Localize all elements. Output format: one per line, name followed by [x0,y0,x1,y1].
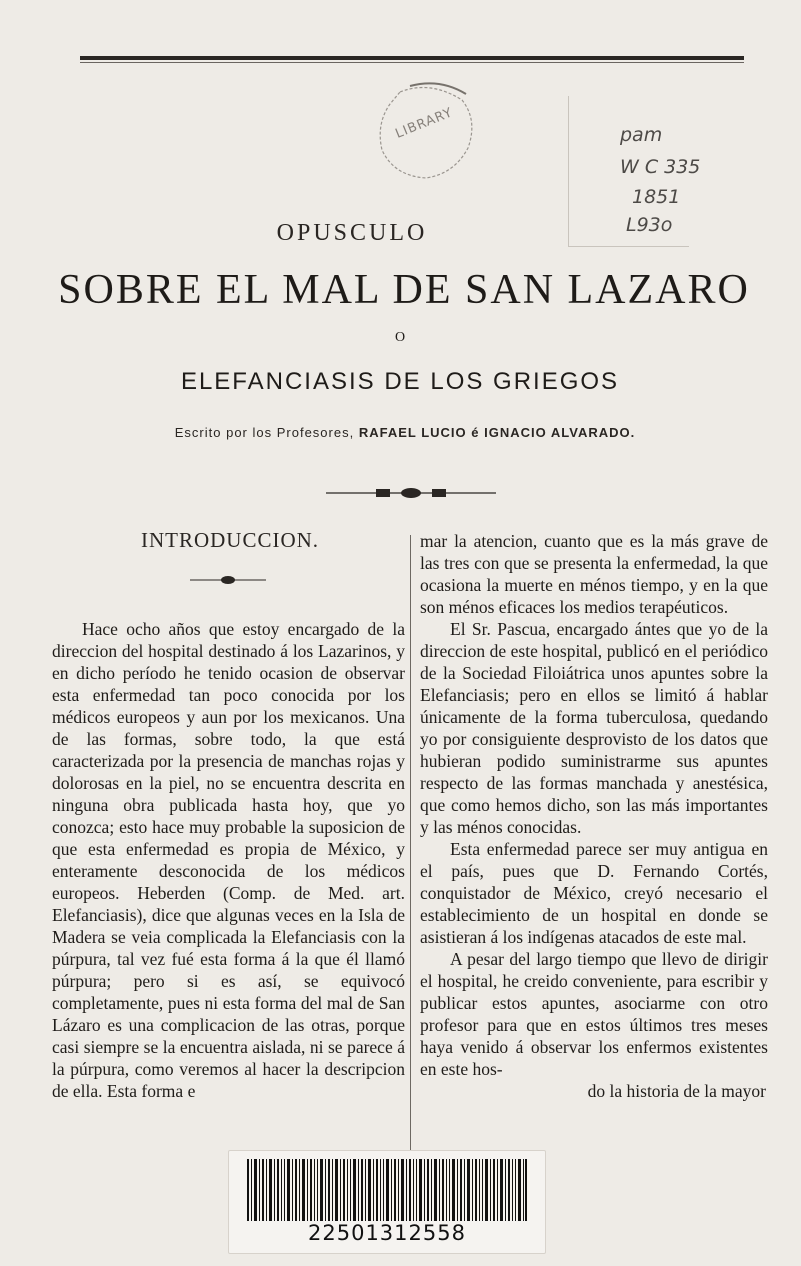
call-number-line-4: L93o [626,214,673,236]
top-rule-thin [80,62,744,63]
author-2: IGNACIO ALVARADO. [484,425,636,440]
barcode-label [228,1150,546,1254]
title-conjunction: O [394,330,406,345]
right-last-line: do la historia de la mayor [587,1081,766,1101]
barcode-number: 22501312558 [308,1221,466,1245]
right-column [420,530,768,1102]
subtitle: ELEFANCIASIS DE LOS GRIEGOS [180,368,620,395]
section-ornament-icon [190,574,266,586]
right-paragraph-4: A pesar del largo tiempo que llevo de dirigir el hospital, he creido conveniente, para escribir y publicar estos apuntes, asociarme con otro profesor para que en estos últimos tres meses haya venido á observar los enfermos existentes en este hos- [420,949,768,1079]
opusculo-heading: OPUSCULO [276,220,428,246]
authors-prefix: Escrito por los Profesores, [174,425,355,440]
main-title: SOBRE EL MAL DE SAN LAZARO [58,267,750,313]
call-number-line-2: W C 335 [620,156,701,178]
call-number-line-3: 1851 [632,186,681,208]
library-stamp [370,78,482,186]
author-conjunction: é [471,425,480,440]
barcode-icon [247,1159,527,1221]
stamp-seal-icon [370,78,482,186]
stamp-text: LIBRARY [393,105,456,142]
column-divider [410,535,411,1165]
intro-paragraph: Hace ocho años que estoy encargado de la direccion del hospital destinado á los Lazarinos, y en dicho período he tenido ocasion de observar esta enfermedad tan poco conocida por los médicos europeos y aun por los mexicanos. Una de las formas, sobre todo, la que está caracterizada por la presencia de manchas rojas y dolorosas en la piel, no se encuentra descrita en ninguna obra publicada hasta hoy, que yo conozca; esto hace muy probable la suposicion de que esta enfermedad es propia de México, y enteramente desconocida de los médicos europeos. Heberden (Comp. de Med. art. Elefanciasis), dice que algunas veces en la Isla de Madera se veia complicada la Elefanciasis con la púrpura, tal vez fué esta forma á la que él llamó púrpura; pero si es así, se equivocó completamente, pues ni esta forma del mal de San Lázaro es una complicacion de las otras, porque casi siempre se la encuentra aislada, ni se parece á la púrpura, como veremos al hacer la descripcion de ella. Esta forma e [52,619,405,1101]
section-title: INTRODUCCION. [140,528,320,552]
authors-line [70,425,740,440]
top-rule [80,56,744,60]
ornament-divider-icon [326,486,496,500]
right-paragraph-2: El Sr. Pascua, encargado ántes que yo de la direccion de este hospital, publicó en el periódico de la Sociedad Filoiátrica unos apuntes sobre la Elefanciasis; pero en ellos se limitó á hablar únicamente de la forma tuberculosa, quedando yo por consiguiente desprovisto de los datos que hubieran podido suministrarme sus apuntes respecto de las formas manchada y anestésica, que como hemos dicho, son las más importantes y las ménos conocidas. [420,619,768,837]
author-1: RAFAEL LUCIO [358,425,467,440]
call-number-line-1: pam [620,124,663,146]
left-column [52,618,405,1102]
right-paragraph-3: Esta enfermedad parece ser muy antigua en el país, pues que D. Fernando Cortés, conquistador de México, creyó necesario el establecimiento de un hospital en donde se asistieran á los indígenas atacados de este mal. [420,839,768,947]
right-paragraph-1: mar la atencion, cuanto que es la más grave de las tres con que se presenta la enfermedad, la que ocasiona la muerte en ménos tiempo, y en la que son ménos eficaces los medios terapéuticos. [420,531,768,617]
